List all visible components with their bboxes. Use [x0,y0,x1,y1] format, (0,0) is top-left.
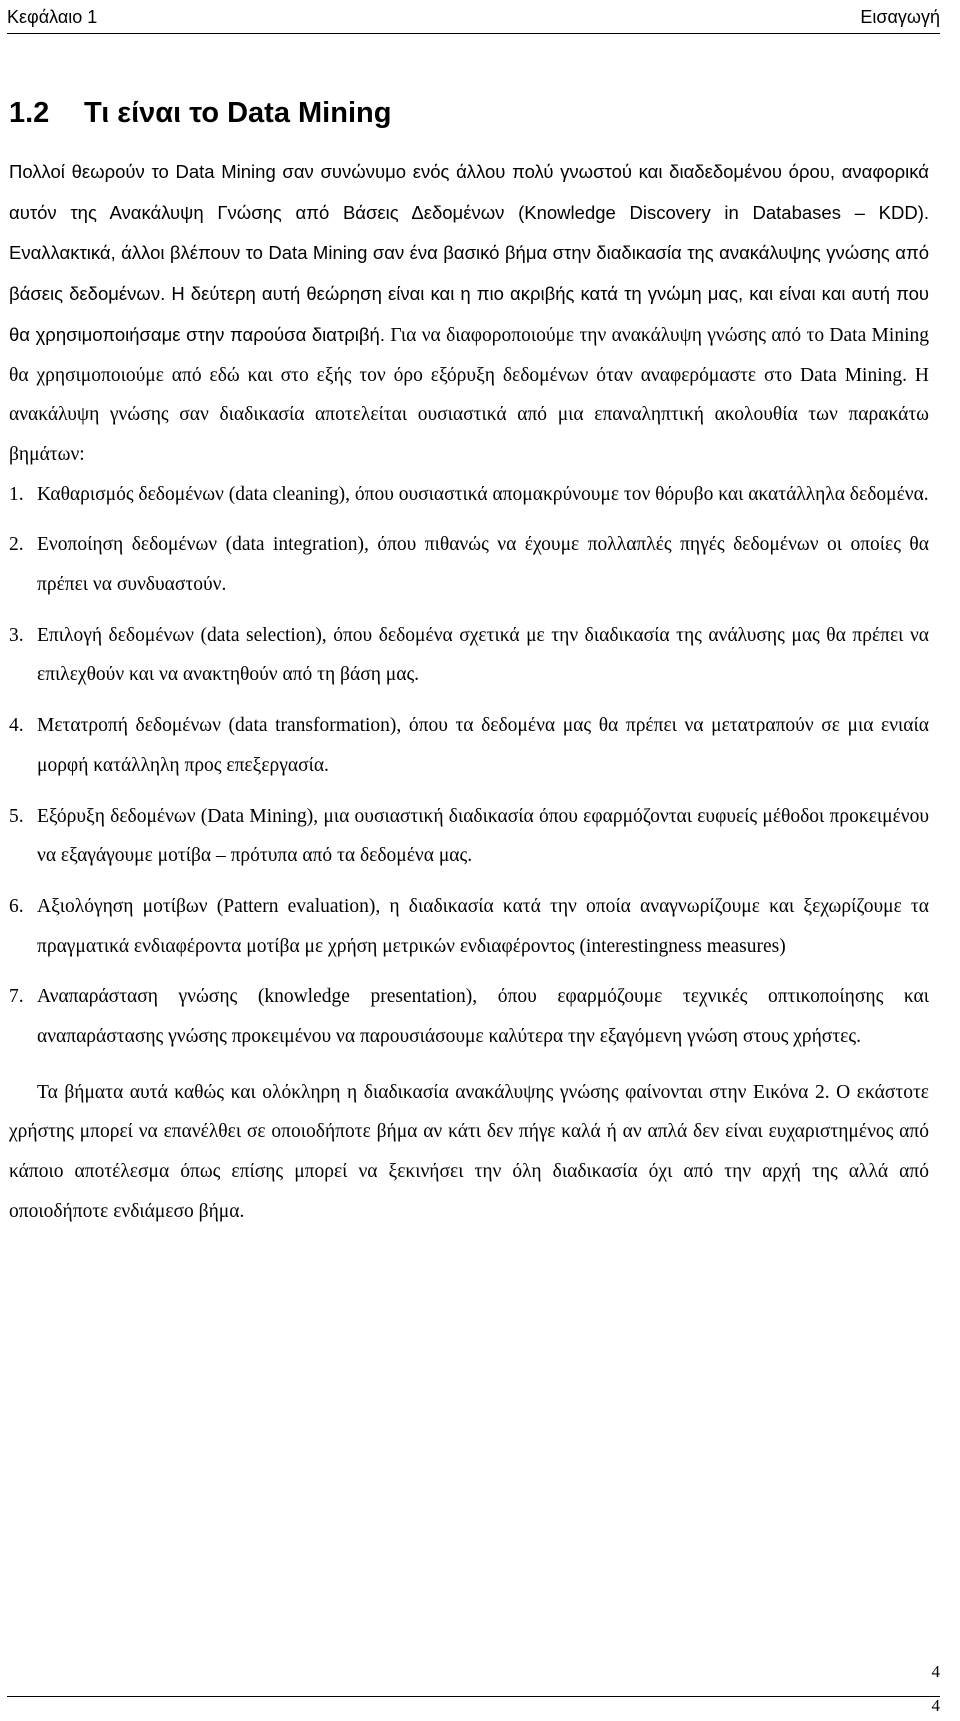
list-item [9,887,929,966]
list-item-text: Ενοποίηση δεδομένων (data integration), όπου πιθανώς να έχουμε πολλαπλές πηγές δεδομένων οι οποίες θα πρέπει να συνδυαστούν. [37,534,929,596]
list-item-text: Καθαρισμός δεδομένων (data cleaning), όπου ουσιαστικά απομακρύνουμε τον θόρυβο και ακατάλληλα δεδομένα. [37,483,929,505]
section-number: 1.2 [9,97,50,129]
list-item-text: Μετατροπή δεδομένων (data transformation), όπου τα δεδομένα μας θα πρέπει να μετατραπούν σε μια ενιαία μορφή κατάλληλη προς επεξεργασία. [37,715,929,776]
list-item [9,616,929,695]
closing-paragraph: Τα βήματα αυτά καθώς και ολόκληρη η διαδικασία ανακάλυψης γνώσης φαίνονται στην Εικόνα 2. Ο εκάστοτε χρήστης μπορεί να επανέλθει σε οποιοδήποτε βήμα αν κάτι δεν πήγε καλά ή αν απλά δεν είναι ευχαριστημένος από κάποιο αποτέλεσμα όπως επίσης μπορεί να ξεκινήσει την όλη διαδικασία όχι από την αρχή της αλλά από οποιοδήποτε ενδιάμεσο βήμα. [9,1081,929,1222]
header-section: Εισαγωγή [860,7,940,27]
list-item-index: 6. [9,895,24,917]
intro-paragraph [9,152,929,475]
list-item [9,475,929,515]
header-chapter: Κεφάλαιο 1 [7,7,98,27]
list-item-text: Επιλογή δεδομένων (data selection), όπου δεδομένα σχετικά με την διαδικασία της ανάλυσης μας θα πρέπει να επιλεχθούν και να ανακτηθούν από τη βάση μας. [37,624,929,686]
list-item [9,706,929,785]
list-item-text: Αναπαράσταση γνώσης (knowledge presentation), όπου εφαρμόζουμε τεχνικές οπτικοποίησης και αναπαράστασης γνώσης προκειμένου να παρουσιάσουμε καλύτερα την εξαγόμενη γνώση στους χρήστες. [37,986,929,1048]
list-item [9,977,929,1056]
list-item-index: 1. [9,483,24,505]
section-heading [9,95,391,131]
list-item-index: 7. [9,986,24,1008]
list-item-index: 4. [9,715,24,737]
intro-serif-text: Για να διαφοροποιούμε την ανακάλυψη γνώσης από το Data Mining θα χρησιμοποιούμε από εδώ και στο εξής τον όρο εξόρυξη δεδομένων όταν αναφερόμαστε στο Data Mining. Η ανακάλυψη γνώσης σαν διαδικασία αποτελείται ουσιαστικά από μια επαναληπτική ακολουθία των παρακάτω βημάτων: [9,324,929,465]
section-title: Τι είναι το Data Mining [84,97,392,129]
footer-page-number: 4 [931,1696,940,1715]
list-item-index: 3. [9,624,24,646]
list-item [9,525,929,604]
list-item-text: Εξόρυξη δεδομένων (Data Mining), μια ουσιαστική διαδικασία όπου εφαρμόζονται ευφυείς μέθοδοι προκειμένου να εξαγάγουμε μοτίβα – πρότυπα από τα δεδομένα μας. [37,805,929,867]
body-text [9,152,929,1232]
list-item-index: 5. [9,805,24,827]
list-item-text: Αξιολόγηση μοτίβων (Pattern evaluation), η διαδικασία κατά την οποία αναγνωρίζουμε και ξεχωρίζουμε τα πραγματικά ενδιαφέροντα μοτίβα με χρήση μετρικών ενδιαφέροντος (interestingness measures) [37,895,929,957]
list-item [9,797,929,876]
page-number: 4 [931,1662,940,1681]
footer-rule [7,1696,940,1698]
intro-sans-text: Πολλοί θεωρούν το Data Mining σαν συνώνυμο ενός άλλου πολύ γνωστού και διαδεδομένου όρου, αναφορικά αυτόν της Ανακάλυψη Γνώσης από Βάσεις Δεδομένων (Knowledge Discovery in Databases – KDD). Εναλλακτικά, άλλοι βλέπουν το Data Mining σαν ένα βασικό βήμα στην διαδικασία της ανακάλυψης γνώσης από βάσεις δεδομένων. Η δεύτερη αυτή θεώρηση είναι και η πιο ακριβής κατά τη γνώμη μας, και είναι και αυτή που θα χρησιμοποιήσαμε στην παρούσα διατριβή. [9,161,929,345]
list-item-index: 2. [9,534,24,556]
steps-list [9,475,929,1057]
running-header [7,3,940,34]
